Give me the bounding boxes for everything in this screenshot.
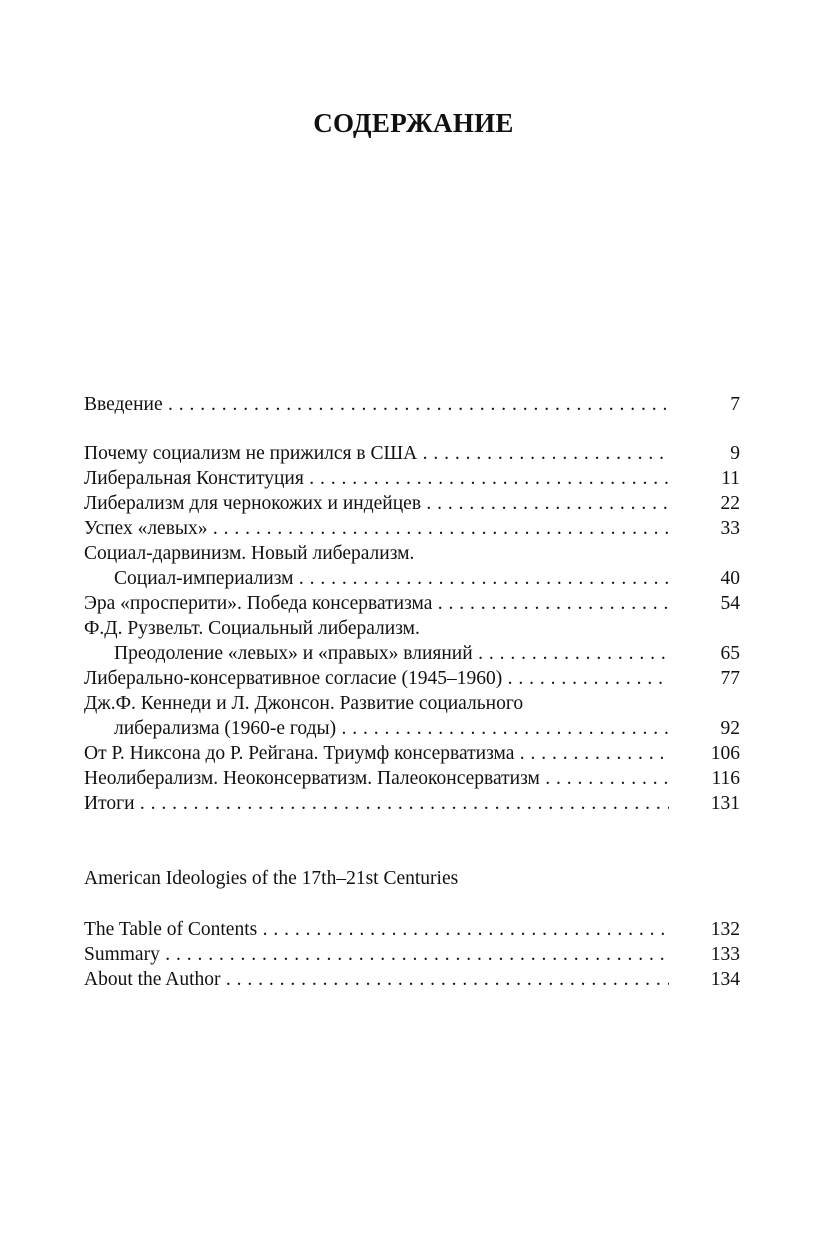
- toc-entry-first-line[interactable]: Социал-дарвинизм. Новый либерализм.: [84, 543, 415, 564]
- toc-entry-label: The Table of Contents . . .: [84, 917, 669, 942]
- toc-entry-page: 131: [710, 793, 740, 814]
- toc-entry-label: Неолиберализм. Неоконсерватизм. Палеоконсерватизм . . .: [84, 766, 669, 791]
- toc-entry[interactable]: [84, 917, 740, 942]
- toc-entry-page: 132: [710, 919, 740, 940]
- toc-entry-page: 40: [720, 568, 740, 589]
- toc-entry-label: либерализма (1960-е годы) . . .: [114, 716, 669, 741]
- toc-entry-label: Summary . . .: [84, 942, 669, 967]
- toc-entry-page: 134: [710, 969, 740, 990]
- toc-entry[interactable]: [84, 566, 740, 591]
- toc-entry[interactable]: [84, 716, 740, 741]
- toc-entry-label: Либеральная Конституция . . .: [84, 466, 669, 491]
- toc-entry-page: 9: [730, 443, 740, 464]
- toc-entry-page: 54: [720, 593, 740, 614]
- toc-entry-label: About the Author . . .: [84, 967, 669, 992]
- toc-entry-page: 65: [720, 643, 740, 664]
- toc-entry[interactable]: [84, 942, 740, 967]
- toc-entry-page: 133: [710, 944, 740, 965]
- toc-entry-page: 22: [720, 493, 740, 514]
- table-of-contents-russian: [84, 392, 740, 816]
- toc-entry-first-line[interactable]: Дж.Ф. Кеннеди и Л. Джонсон. Развитие социального: [84, 693, 524, 714]
- toc-entry-page: 106: [710, 743, 740, 764]
- toc-entry-label: Введение . . .: [84, 392, 669, 417]
- english-section-heading: American Ideologies of the 17th–21st Centuries: [84, 868, 459, 889]
- toc-entry-page: 92: [720, 718, 740, 739]
- toc-entry[interactable]: [84, 491, 740, 516]
- toc-entry[interactable]: [84, 641, 740, 666]
- toc-entry-page: 33: [720, 518, 740, 539]
- toc-entry-label: Либерализм для чернокожих и индейцев . . .: [84, 491, 669, 516]
- toc-entry-label: Либерально-консервативное согласие (1945–1960) . . .: [84, 666, 669, 691]
- toc-entry-label: Преодоление «левых» и «правых» влияний . . .: [114, 641, 669, 666]
- toc-entry-intro[interactable]: [84, 392, 740, 417]
- table-of-contents-english: [84, 917, 740, 992]
- toc-entry-first-line[interactable]: Ф.Д. Рузвельт. Социальный либерализм.: [84, 618, 420, 639]
- page-title: СОДЕРЖАНИЕ: [313, 108, 514, 138]
- toc-entry[interactable]: [84, 466, 740, 491]
- toc-entry-label: Итоги . . .: [84, 791, 669, 816]
- toc-entry[interactable]: [84, 766, 740, 791]
- toc-entry[interactable]: [84, 516, 740, 541]
- toc-entry-label: От Р. Никсона до Р. Рейгана. Триумф консерватизма . . .: [84, 741, 669, 766]
- toc-entry[interactable]: [84, 791, 740, 816]
- toc-entry[interactable]: [84, 741, 740, 766]
- toc-entry-page: 11: [721, 468, 740, 489]
- toc-entry-page: 116: [711, 768, 740, 789]
- toc-entry-label: Эра «просперити». Победа консерватизма . . .: [84, 591, 669, 616]
- toc-entry-page: 7: [730, 394, 740, 415]
- toc-entry-label: Социал-империализм . . .: [114, 566, 669, 591]
- toc-entry[interactable]: [84, 967, 740, 992]
- toc-entry-label: Почему социализм не прижился в США . . .: [84, 441, 669, 466]
- section-gap: [84, 417, 740, 441]
- toc-entry-page: 77: [720, 668, 740, 689]
- toc-entry[interactable]: [84, 441, 740, 466]
- toc-entry-label: Успех «левых» . . .: [84, 516, 669, 541]
- toc-entry[interactable]: [84, 666, 740, 691]
- toc-entry[interactable]: [84, 591, 740, 616]
